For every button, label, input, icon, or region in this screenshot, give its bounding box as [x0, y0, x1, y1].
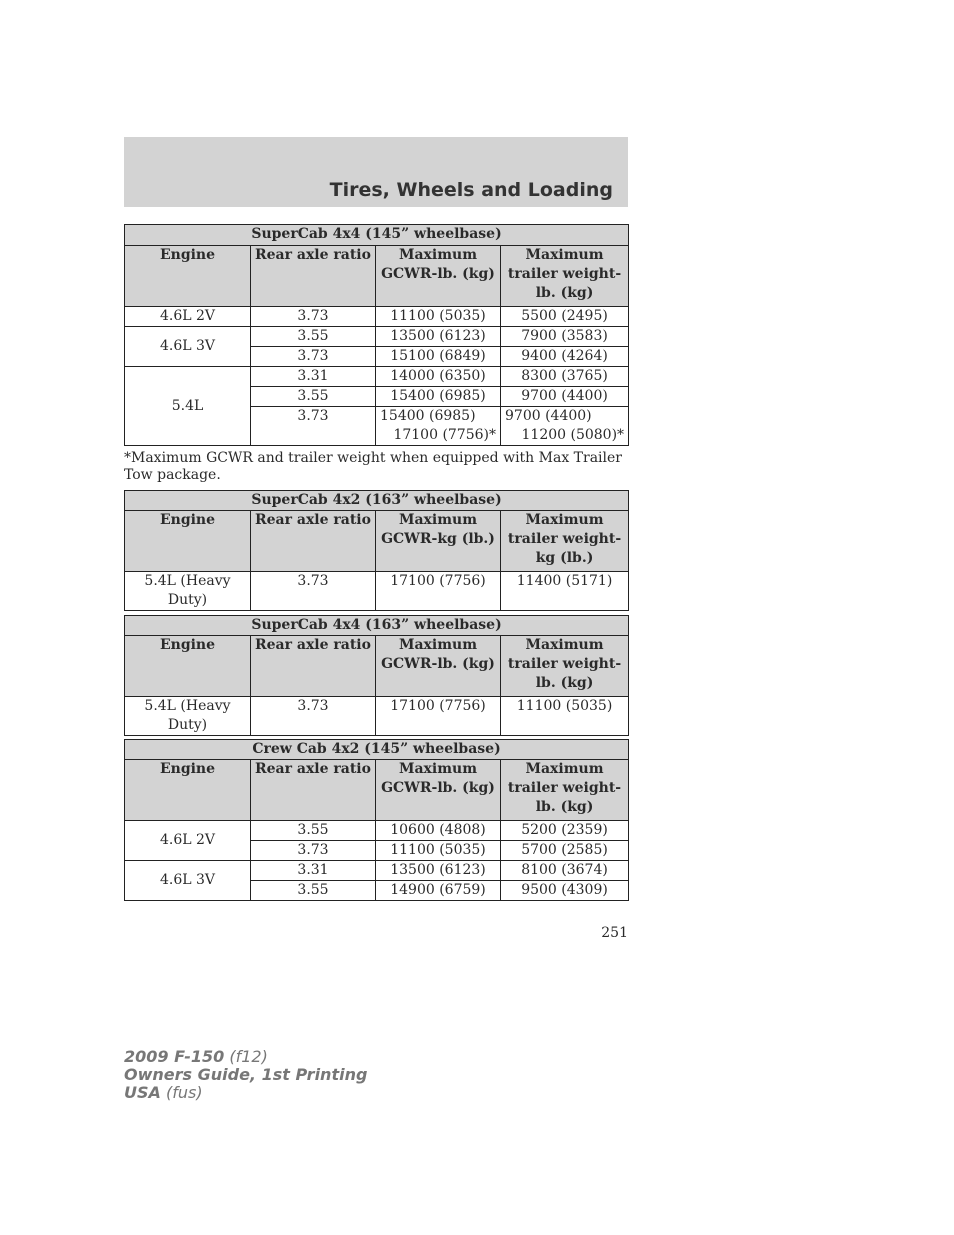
axle-ratio-cell: 3.55	[251, 881, 376, 901]
footer-model-code: (f12)	[229, 1047, 268, 1066]
table-row	[125, 861, 629, 881]
column-header-gcwr: Maximum GCWR-lb. (kg)	[376, 760, 501, 821]
column-header-gcwr: Maximum GCWR-lb. (kg)	[376, 246, 501, 307]
footnote: *Maximum GCWR and trailer weight when equipped with Max Trailer Tow package.	[124, 450, 622, 483]
column-header-gcwr: Maximum GCWR-lb. (kg)	[376, 636, 501, 697]
trailer-weight-cell: 9700 (4400)	[501, 387, 629, 407]
trailer-weight-cell: 5200 (2359)	[501, 821, 629, 841]
axle-ratio-cell: 3.31	[251, 367, 376, 387]
table-title: SuperCab 4x4 (145” wheelbase)	[125, 225, 629, 246]
table-title: SuperCab 4x2 (163” wheelbase)	[125, 491, 629, 511]
engine-cell: 5.4L	[125, 367, 251, 446]
column-header-engine: Engine	[125, 511, 251, 572]
axle-ratio-cell: 3.73	[251, 572, 376, 611]
print-footer	[124, 1048, 367, 1102]
column-header-engine: Engine	[125, 246, 251, 307]
column-header-trailer-weight: Maximum trailer weight-lb. (kg)	[501, 760, 629, 821]
table-row	[125, 821, 629, 841]
table-row	[125, 572, 629, 611]
footer-market-code: (fus)	[166, 1083, 203, 1102]
trailer-weight-cell: 11400 (5171)	[501, 572, 629, 611]
trailer-weight-cell: 5500 (2495)	[501, 307, 629, 327]
trailer-weight-cell: 8300 (3765)	[501, 367, 629, 387]
column-header-axle-ratio: Rear axle ratio	[251, 636, 376, 697]
column-header-trailer-weight: Maximum trailer weight-lb. (kg)	[501, 246, 629, 307]
towing-table-supercab-4x4-145	[124, 224, 629, 446]
gcwr-cell: 15100 (6849)	[376, 347, 501, 367]
towing-table-supercab-4x2-163	[124, 490, 629, 611]
engine-cell: 4.6L 2V	[125, 307, 251, 327]
gcwr-cell: 13500 (6123)	[376, 861, 501, 881]
column-header-axle-ratio: Rear axle ratio	[251, 246, 376, 307]
trailer-weight-max-tow: 11200 (5080)*	[521, 427, 625, 443]
axle-ratio-cell: 3.55	[251, 387, 376, 407]
gcwr-cell: 14900 (6759)	[376, 881, 501, 901]
engine-cell: 4.6L 2V	[125, 821, 251, 861]
gcwr-cell	[376, 407, 501, 446]
towing-table-supercab-4x4-163	[124, 615, 629, 736]
gcwr-cell: 14000 (6350)	[376, 367, 501, 387]
table-row	[125, 367, 629, 387]
axle-ratio-cell: 3.73	[251, 841, 376, 861]
page-number: 251	[601, 925, 628, 941]
gcwr-cell: 17100 (7756)	[376, 697, 501, 736]
axle-ratio-cell: 3.55	[251, 327, 376, 347]
table-title: SuperCab 4x4 (163” wheelbase)	[125, 616, 629, 636]
engine-cell: 5.4L (Heavy Duty)	[125, 697, 251, 736]
table-row	[125, 307, 629, 327]
column-header-trailer-weight: Maximum trailer weight-lb. (kg)	[501, 636, 629, 697]
gcwr-cell: 10600 (4808)	[376, 821, 501, 841]
table-row	[125, 697, 629, 736]
trailer-weight-cell	[501, 407, 629, 446]
table-row	[125, 327, 629, 347]
section-header	[124, 137, 628, 207]
axle-ratio-cell: 3.73	[251, 347, 376, 367]
column-header-engine: Engine	[125, 760, 251, 821]
trailer-weight-cell: 8100 (3674)	[501, 861, 629, 881]
trailer-weight-cell: 7900 (3583)	[501, 327, 629, 347]
axle-ratio-cell: 3.55	[251, 821, 376, 841]
gcwr-cell: 11100 (5035)	[376, 307, 501, 327]
engine-cell: 5.4L (Heavy Duty)	[125, 572, 251, 611]
trailer-weight-cell: 5700 (2585)	[501, 841, 629, 861]
axle-ratio-cell: 3.31	[251, 861, 376, 881]
gcwr-max-tow: 17100 (7756)*	[393, 427, 496, 443]
gcwr-cell: 15400 (6985)	[376, 387, 501, 407]
trailer-weight-cell: 9500 (4309)	[501, 881, 629, 901]
engine-cell: 4.6L 3V	[125, 327, 251, 367]
towing-table-crewcab-4x2-145	[124, 739, 629, 901]
engine-cell: 4.6L 3V	[125, 861, 251, 901]
table-title: Crew Cab 4x2 (145” wheelbase)	[125, 740, 629, 760]
trailer-weight-cell: 9400 (4264)	[501, 347, 629, 367]
axle-ratio-cell: 3.73	[251, 307, 376, 327]
gcwr-cell: 17100 (7756)	[376, 572, 501, 611]
column-header-engine: Engine	[125, 636, 251, 697]
trailer-weight-standard: 9700 (4400)	[505, 408, 592, 424]
section-title: Tires, Wheels and Loading	[329, 179, 613, 201]
column-header-trailer-weight: Maximum trailer weight-kg (lb.)	[501, 511, 629, 572]
column-header-axle-ratio: Rear axle ratio	[251, 511, 376, 572]
column-header-axle-ratio: Rear axle ratio	[251, 760, 376, 821]
footer-model: 2009 F-150	[124, 1047, 225, 1066]
axle-ratio-cell: 3.73	[251, 697, 376, 736]
footer-market: USA	[124, 1083, 161, 1102]
column-header-gcwr: Maximum GCWR-kg (lb.)	[376, 511, 501, 572]
trailer-weight-cell: 11100 (5035)	[501, 697, 629, 736]
gcwr-cell: 11100 (5035)	[376, 841, 501, 861]
gcwr-cell: 13500 (6123)	[376, 327, 501, 347]
footer-guide: Owners Guide, 1st Printing	[124, 1065, 368, 1084]
gcwr-standard: 15400 (6985)	[380, 408, 476, 424]
axle-ratio-cell: 3.73	[251, 407, 376, 446]
